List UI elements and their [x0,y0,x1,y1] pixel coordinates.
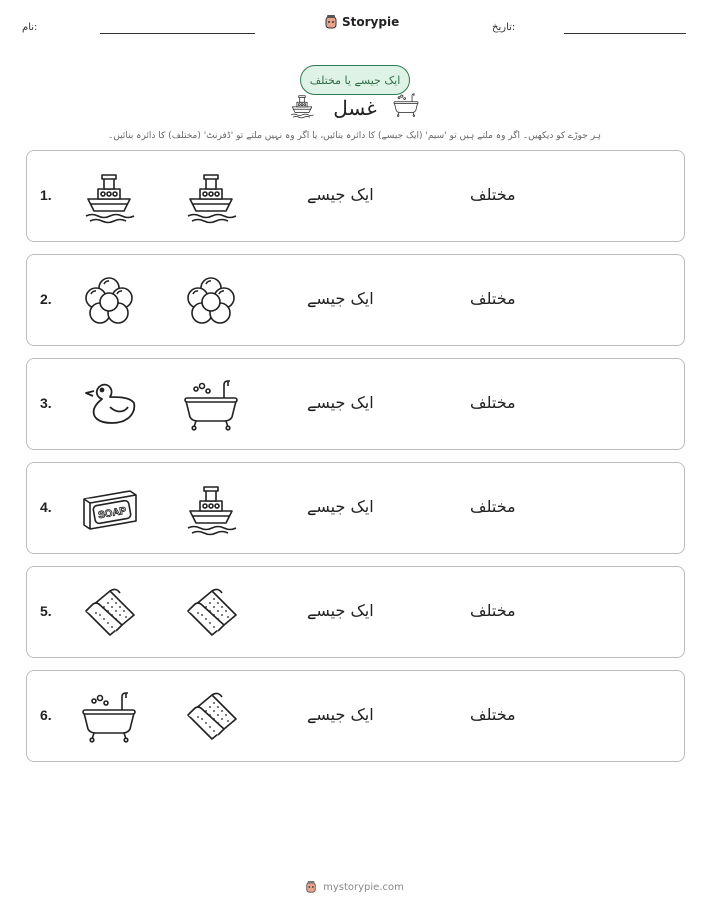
bubbles-icon [182,273,240,329]
pair-row-1 [26,150,685,242]
pair-row-5 [26,566,685,658]
date-line[interactable] [564,33,686,34]
row-number: 4. [40,499,52,515]
bath-mat-icon [182,689,240,745]
name-label: نام: [22,22,38,33]
bath-mat-icon [80,585,138,641]
boat-icon [80,169,138,225]
footer-url[interactable]: mystorypie.com [323,881,404,893]
pair-row-6 [26,670,685,762]
different-option[interactable]: مختلف [470,393,516,412]
pair-row-3 [26,358,685,450]
row-number: 3. [40,395,52,411]
brand-logo [324,14,399,30]
boat-icon [182,481,240,537]
name-line[interactable] [100,33,255,34]
date-label: تاریخ: [492,22,516,33]
bathtub-icon [80,689,138,745]
storypie-mascot-icon [324,14,338,30]
worksheet-type-badge: ایک جیسے یا مختلف [300,65,410,95]
worksheet-title: غسل [333,96,377,120]
row-number: 5. [40,603,52,619]
same-option[interactable]: ایک جیسے [307,289,374,308]
different-option[interactable]: مختلف [470,497,516,516]
different-option[interactable]: مختلف [470,601,516,620]
footer [0,880,709,894]
bathtub-icon [182,377,240,433]
instructions: ہر جوڑے کو دیکھیں۔ اگر وہ ملتے ہیں تو 'سیم' (ایک جیسے) کا دائرہ بنائیں، یا اگر وہ نہیں ملتے تو 'ڈفرنٹ' (مختلف) کا دائرہ بنائیں۔ [108,131,601,141]
same-option[interactable]: ایک جیسے [307,185,374,204]
same-option[interactable]: ایک جیسے [307,393,374,412]
rubber-duck-icon [80,377,138,433]
row-number: 1. [40,187,52,203]
different-option[interactable]: مختلف [470,705,516,724]
bathtub-deco-icon [392,92,420,118]
same-option[interactable]: ایک جیسے [307,705,374,724]
bubbles-icon [80,273,138,329]
pair-row-2 [26,254,685,346]
different-option[interactable]: مختلف [470,185,516,204]
soap-label: SOAP [97,505,128,522]
soap-icon [80,481,138,537]
brand-name: Storypie [342,15,400,29]
same-option[interactable]: ایک جیسے [307,497,374,516]
pair-row-4 [26,462,685,554]
same-option[interactable]: ایک جیسے [307,601,374,620]
row-number: 2. [40,291,52,307]
boat-icon [182,169,240,225]
bath-mat-icon [182,585,240,641]
different-option[interactable]: مختلف [470,289,516,308]
row-number: 6. [40,707,52,723]
storypie-mascot-icon [305,880,317,894]
